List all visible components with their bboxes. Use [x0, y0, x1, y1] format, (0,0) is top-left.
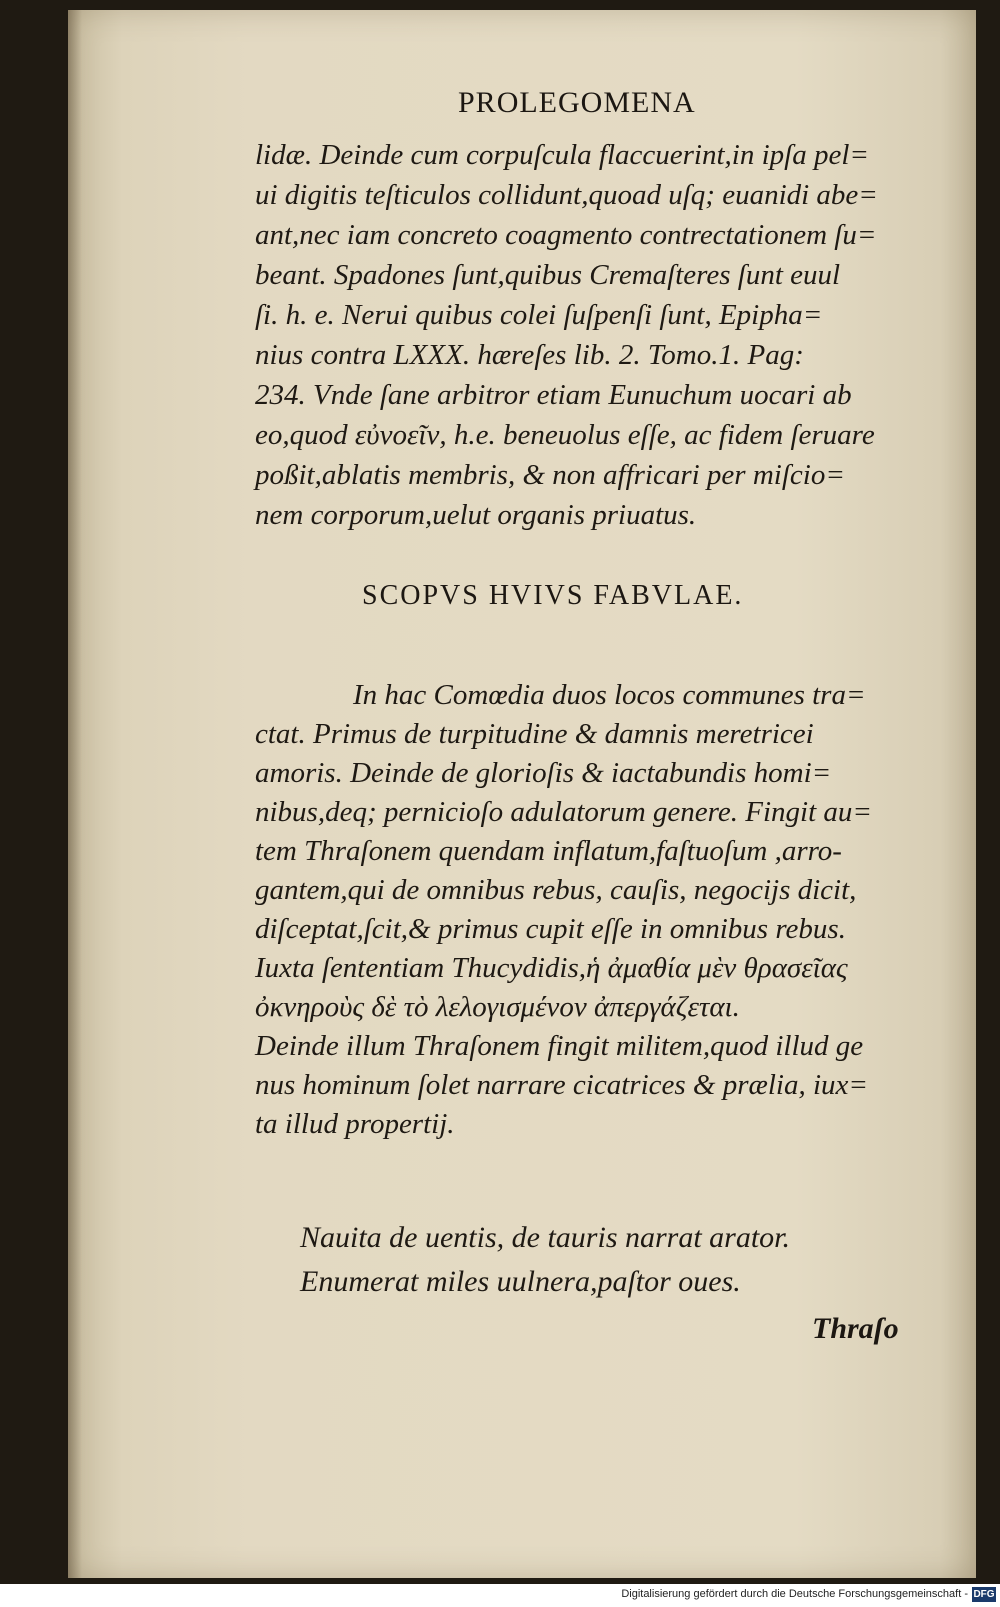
funding-credit: Digitalisierung gefördert durch die Deutsche Forschungsgemeinschaft - — [621, 1588, 968, 1600]
running-head: PROLEGOMENA — [458, 86, 696, 119]
text-line: ant,nec iam concreto coagmento contrectationem ſu= — [255, 219, 877, 251]
text-line: eo,quod εὐνοεῖν, h.e. beneuolus eſſe, ac fidem ſeruare — [255, 419, 875, 451]
page-gutter-shadow — [68, 10, 82, 1578]
text-line: lidæ. Deinde cum corpuſcula flaccuerint,in ipſa pel= — [255, 139, 869, 171]
text-line: nem corporum,uelut organis priuatus. — [255, 499, 697, 531]
footer-bar — [0, 1584, 1000, 1607]
text-line: beant. Spadones ſunt,quibus Cremaſteres ſunt euul — [255, 259, 841, 291]
text-line: ui digitis teſticulos collidunt,quoad uſq; euanidi abe= — [255, 179, 878, 211]
text-line: ctat. Primus de turpitudine & damnis meretricei — [255, 718, 814, 750]
verse-line: Enumerat miles uulnera,paſtor oues. — [300, 1265, 741, 1298]
text-line: In hac Comœdia duos locos communes tra= — [353, 679, 866, 711]
text-line: ta illud propertij. — [255, 1108, 455, 1140]
greek-line: ὀκνηροὺς δὲ τὸ λελογισμένον ἀπεργάζεται. — [255, 991, 740, 1023]
text-line: Deinde illum Thraſonem fingit militem,quod illud ge — [255, 1030, 864, 1062]
text-line: diſceptat,ſcit,& primus cupit eſſe in omnibus rebus. — [255, 913, 846, 945]
dfg-logo-icon: DFG — [973, 1589, 995, 1600]
verse-line: Nauita de uentis, de tauris narrat arator. — [300, 1221, 791, 1254]
section-heading: SCOPVS HVIVS FABVLAE. — [362, 580, 744, 611]
text-line: nus hominum ſolet narrare cicatrices & prælia, iux= — [255, 1069, 868, 1101]
text-line: 234. Vnde ſane arbitror etiam Eunuchum uocari ab — [255, 379, 852, 411]
text-line: nibus,deq; pernicioſo adulatorum genere. Fingit au= — [255, 796, 872, 828]
text-line: nius contra LXXX. hæreſes lib. 2. Tomo.1. Pag: — [255, 339, 804, 371]
text-line: poßit,ablatis membris, & non affricari per miſcio= — [255, 459, 845, 491]
text-line: ſi. h. e. Nerui quibus colei ſuſpenſi ſunt, Epipha= — [255, 299, 823, 331]
text-line: amoris. Deinde de glorioſis & iactabundis homi= — [255, 757, 832, 789]
text-line: gantem,qui de omnibus rebus, cauſis, negocijs dicit, — [255, 874, 857, 906]
text-line: Iuxta ſententiam Thucydidis,ἡ ἀμαθία μὲν θρασεῖας — [255, 952, 848, 984]
text-line: tem Thraſonem quendam inflatum,faſtuoſum ,arro- — [255, 835, 842, 867]
catchword: Thraſo — [812, 1312, 899, 1345]
